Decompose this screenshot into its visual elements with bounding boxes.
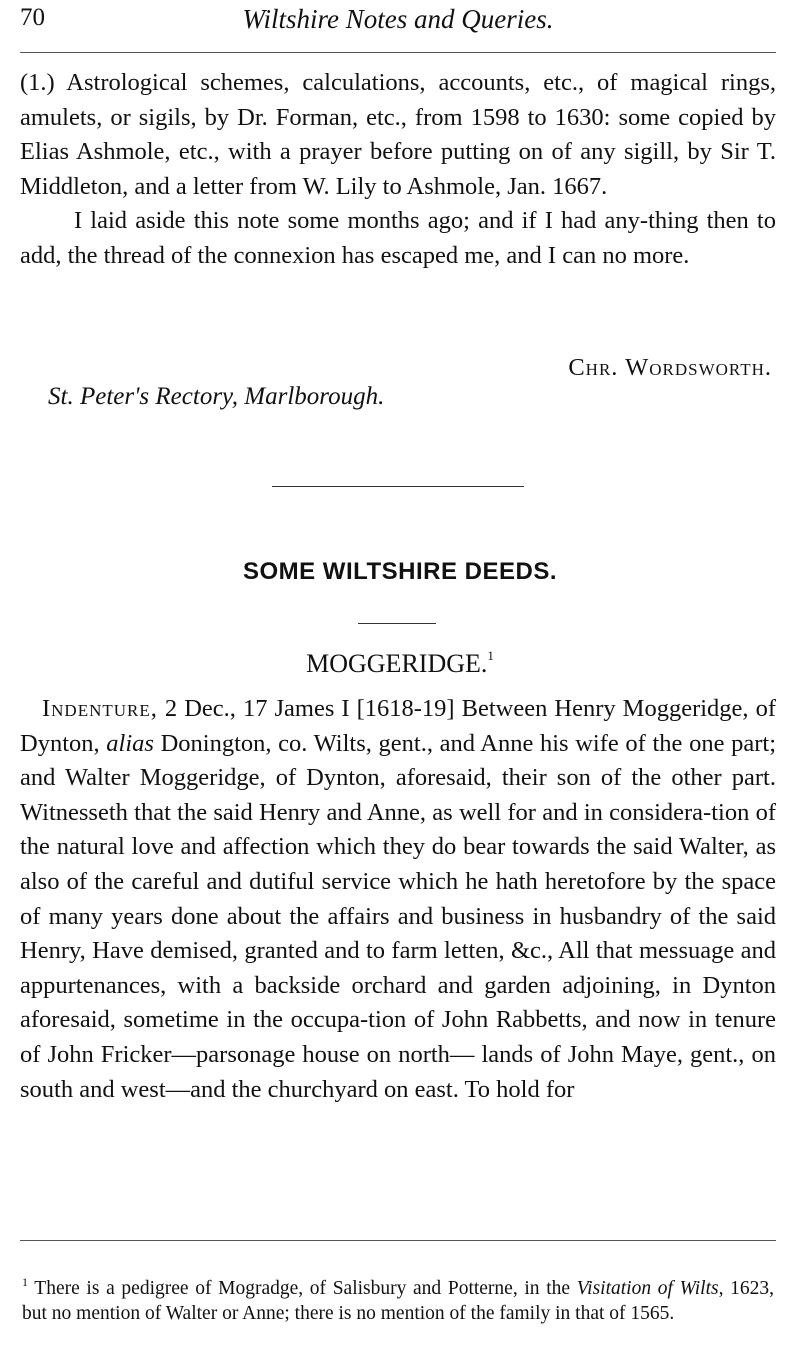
footnote-reference: 1 [487,648,494,663]
section-divider [272,486,524,487]
deed-text-part2: Donington, co. Wilts, gent., and Anne his wife of the one part; and Walter Moggeridge, of Dynton, aforesaid, their son of the other part. Witnesseth that the said Henry and Anne, as well for and in considera-tion of the natural love and affection which they do bear towards the said Walter, as also of the careful and dutiful service which he hath heretofore by the space of many years done about the affairs and business in husbandry of the said Henry, Have demised, granted and to farm letten, &c., All that messuage and appurtenances, with a backside orchard and garden adjoining, in Dynton aforesaid, sometime in the occupa-tion of John Rabbetts, and now in tenure of John Fricker—parsonage house on north— lands of John Maye, gent., on south and west—and the churchyard on east. To hold for [20,729,777,1103]
author-signature: Chr. Wordsworth. [568,354,772,381]
article-heading: SOME WILTSHIRE DEEDS. [242,558,558,585]
heading-rule [358,623,436,624]
astrological-note-paragraph: (1.) Astrological schemes, calculations, accounts, etc., of magical rings, amulets, or sigils, by Dr. Forman, etc., from 1598 to 1630: some copied by Elias Ashmole, etc., with a prayer before putting on of any sigill, by Sir T. Middleton, and a letter from W. Lily to Ashmole, Jan. 1667. [20,69,776,200]
footnote-marker: 1 [22,1275,28,1289]
page-number: 70 [20,4,45,31]
deed-text [20,692,776,1107]
indenture-lead: Indenture, [42,695,158,722]
family-heading [0,648,800,679]
footnote-part2: , 1623, but no mention of Walter or Anne; there is no mention of the family in that of 1565. [22,1278,775,1324]
journal-title: Wiltshire Notes and Queries. [242,4,554,34]
footnote-italic: Visitation of Wilts [576,1278,719,1299]
deed-text-part1: 2 Dec., 17 James I [1618-19] Between Henry Moggeridge, of Dynton, [20,695,776,757]
running-head [20,2,776,42]
indenture-paragraph [20,692,776,1107]
author-address: St. Peter's Rectory, Marlborough. [48,383,385,410]
closing-paragraph: I laid aside this note some months ago; and if I had any-thing then to add, the thread of the connexion has escaped me, and I can no more. [20,207,776,269]
deed-alias: alias [106,729,154,757]
prior-article [20,66,776,274]
footnote [22,1270,774,1326]
family-heading-text: MOGGERIDGE. [306,649,488,678]
header-rule [20,52,776,53]
footnote-part1: There is a pedigree of Mogradge, of Salisbury and Potterne, in the [28,1278,577,1299]
footnote-rule [20,1240,776,1241]
